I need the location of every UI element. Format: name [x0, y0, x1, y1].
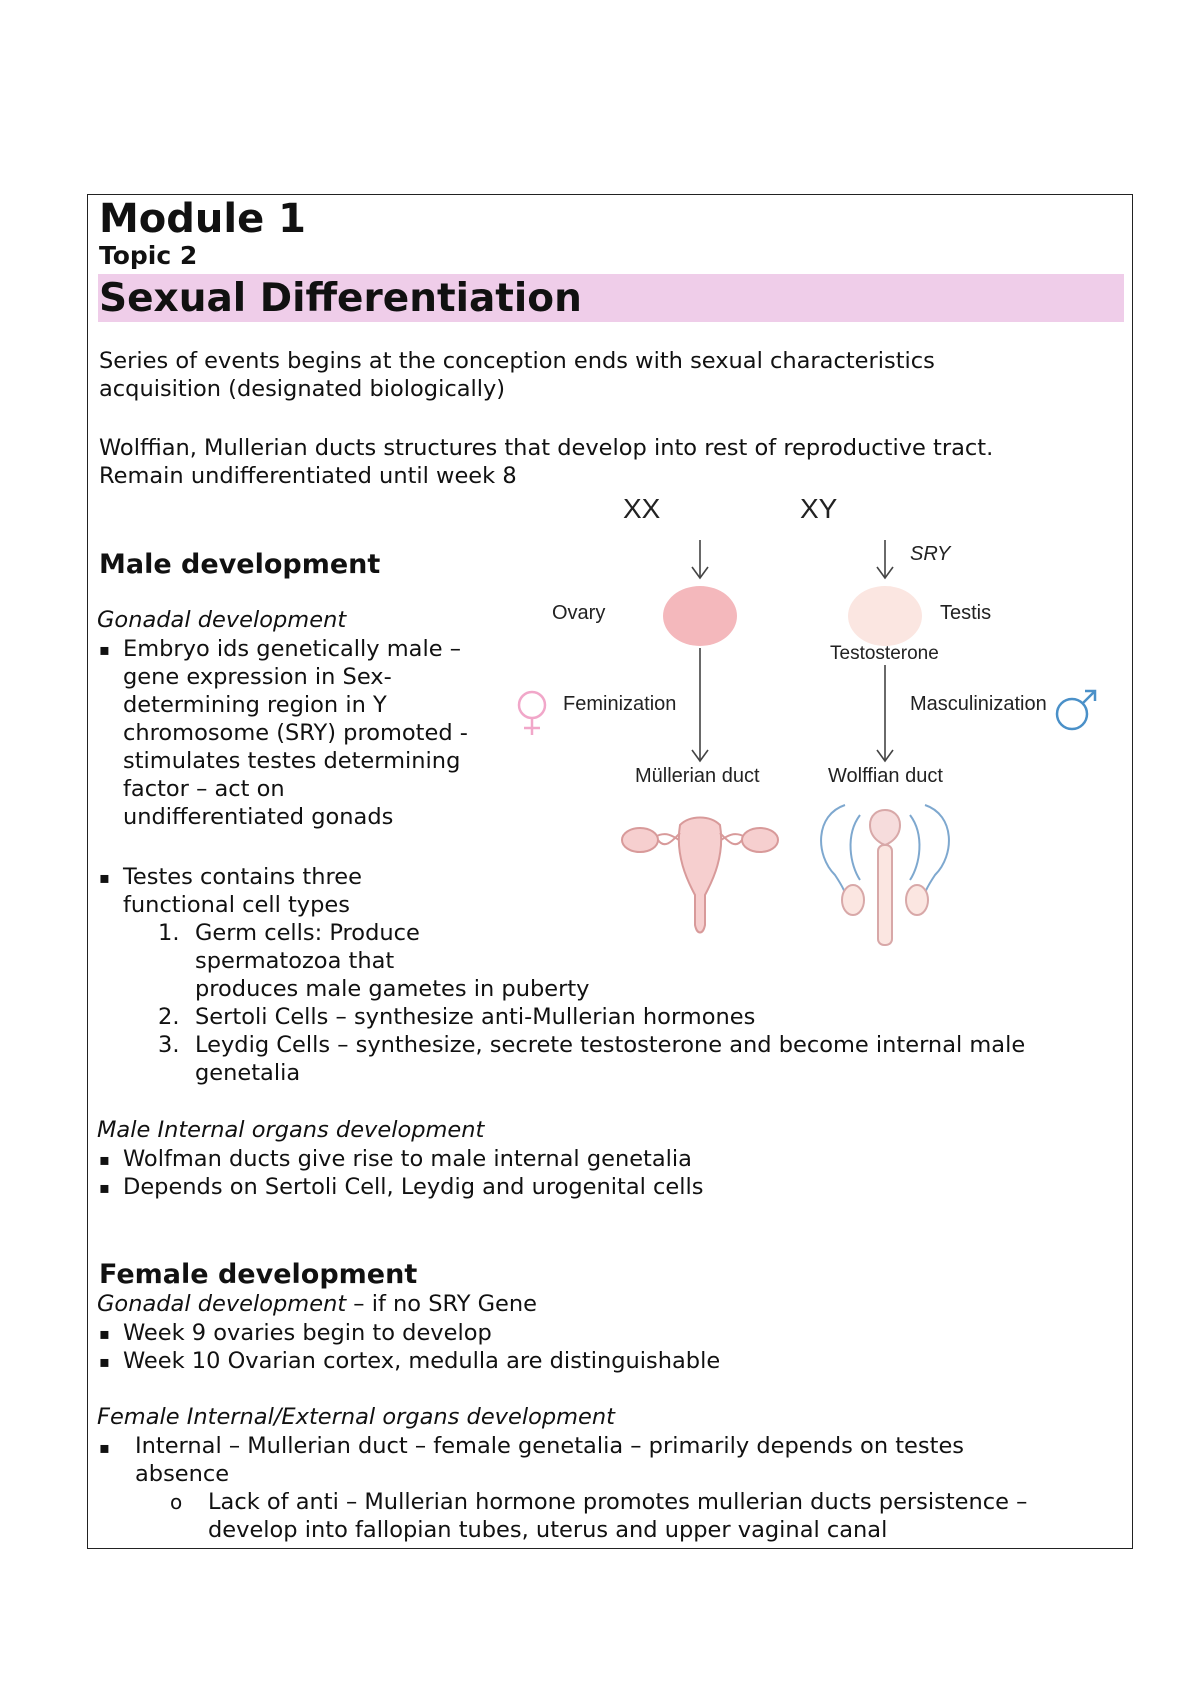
intro-p2-line1: Wolffian, Mullerian ducts structures that develop into rest of reproductive tract.	[99, 435, 994, 461]
male-bullet-1	[123, 635, 468, 831]
feminization-label: Feminization	[563, 693, 677, 715]
ovary-label: Ovary	[552, 602, 606, 624]
cell-num-1: 1.	[158, 920, 180, 946]
male-symbol-icon	[1057, 691, 1095, 729]
cell-item-line: Germ cells: Produce	[195, 920, 420, 946]
intro-p1-line1: Series of events begins at the conception ends with sexual characteristics	[99, 348, 935, 374]
male-bullet-1-line: factor – act on	[123, 776, 285, 802]
cell-item-2	[195, 1003, 755, 1031]
bullet-icon: ▪	[99, 1438, 110, 1457]
female-organs-bullet-line: absence	[135, 1461, 230, 1487]
intro-paragraph-1	[99, 347, 935, 403]
bullet-icon: ▪	[99, 868, 110, 887]
male-heading: Male development	[99, 549, 381, 580]
bullet-icon: ▪	[99, 1352, 110, 1371]
cell-item-line: spermatozoa that	[195, 948, 395, 974]
xy-label: XY	[800, 493, 838, 524]
male-bullet-1-line: undifferentiated gonads	[123, 804, 394, 830]
cell-num-2: 2.	[158, 1004, 180, 1030]
sex-differentiation-diagram	[515, 495, 1115, 975]
testis-label: Testis	[940, 602, 992, 624]
female-heading: Female development	[99, 1259, 418, 1290]
wolffian-duct-label: Wolffian duct	[828, 765, 943, 787]
cell-item-line: Leydig Cells – synthesize, secrete testosterone and become internal male	[195, 1032, 1026, 1058]
male-gonadal-heading: Gonadal development	[97, 607, 347, 633]
topic-title: Topic 2	[99, 241, 198, 270]
male-bullet-1-line: determining region in Y	[123, 692, 387, 718]
male-internal-bullet: Depends on Sertoli Cell, Leydig and urogenital cells	[123, 1174, 704, 1200]
male-bullet-2-line: Testes contains three	[123, 864, 362, 890]
male-bullet-1-line: gene expression in Sex-	[123, 664, 392, 690]
cell-item-line: produces male gametes in puberty	[195, 976, 590, 1002]
testosterone-label: Testosterone	[830, 643, 939, 664]
intro-paragraph-2	[99, 434, 993, 490]
female-organs-heading: Female Internal/External organs development	[97, 1404, 615, 1430]
female-organs-subbullet	[208, 1488, 1027, 1544]
male-tract-icon	[821, 805, 949, 945]
intro-p1-line2: acquisition (designated biologically)	[99, 376, 506, 402]
intro-p2-line2: Remain undifferentiated until week 8	[99, 463, 517, 489]
male-bullet-1-line: Embryo ids genetically male –	[123, 636, 461, 662]
sry-label: SRY	[910, 543, 951, 565]
male-internal-bullet: Wolfman ducts give rise to male internal genetalia	[123, 1146, 692, 1172]
female-organs-sub-line: develop into fallopian tubes, uterus and upper vaginal canal	[208, 1517, 888, 1543]
male-internal-heading: Male Internal organs development	[97, 1117, 485, 1143]
bullet-icon: ▪	[99, 1150, 110, 1169]
xx-label: XX	[623, 493, 661, 524]
male-bullet-1-line: stimulates testes determining	[123, 748, 461, 774]
bullet-icon: ▪	[99, 1178, 110, 1197]
cell-item-line: Sertoli Cells – synthesize anti-Mullerian hormones	[195, 1004, 756, 1030]
mullerian-duct-label: Müllerian duct	[635, 765, 760, 787]
male-bullet-2-line: functional cell types	[123, 892, 350, 918]
module-title: Module 1	[99, 196, 306, 242]
female-gonadal-bullet: Week 9 ovaries begin to develop	[123, 1320, 492, 1346]
page-title: Sexual Differentiation	[99, 276, 582, 321]
female-gonadal-line	[97, 1290, 537, 1318]
female-organs-bullet-line: Internal – Mullerian duct – female genetalia – primarily depends on testes	[135, 1433, 965, 1459]
female-tract-icon	[622, 818, 778, 933]
ovary-shape	[663, 586, 737, 646]
masculinization-label: Masculinization	[910, 693, 1047, 715]
female-gonadal-heading: Gonadal development	[97, 1291, 347, 1317]
diagram-graphics	[515, 495, 1115, 975]
female-organs-bullet	[135, 1432, 964, 1488]
cell-item-line: genetalia	[195, 1060, 301, 1086]
cell-num-3: 3.	[158, 1032, 180, 1058]
testis-shape	[848, 586, 922, 646]
female-gonadal-bullet: Week 10 Ovarian cortex, medulla are distinguishable	[123, 1348, 721, 1374]
circle-bullet-icon: o	[170, 1490, 183, 1514]
bullet-icon: ▪	[99, 1324, 110, 1343]
female-gonadal-suffix: – if no SRY Gene	[346, 1291, 537, 1317]
male-bullet-2	[123, 863, 362, 919]
female-organs-sub-line: Lack of anti – Mullerian hormone promotes mullerian ducts persistence –	[208, 1489, 1028, 1515]
bullet-icon: ▪	[99, 640, 110, 659]
cell-item-3	[195, 1031, 1025, 1087]
male-bullet-1-line: chromosome (SRY) promoted -	[123, 720, 468, 746]
female-symbol-icon	[519, 692, 545, 735]
